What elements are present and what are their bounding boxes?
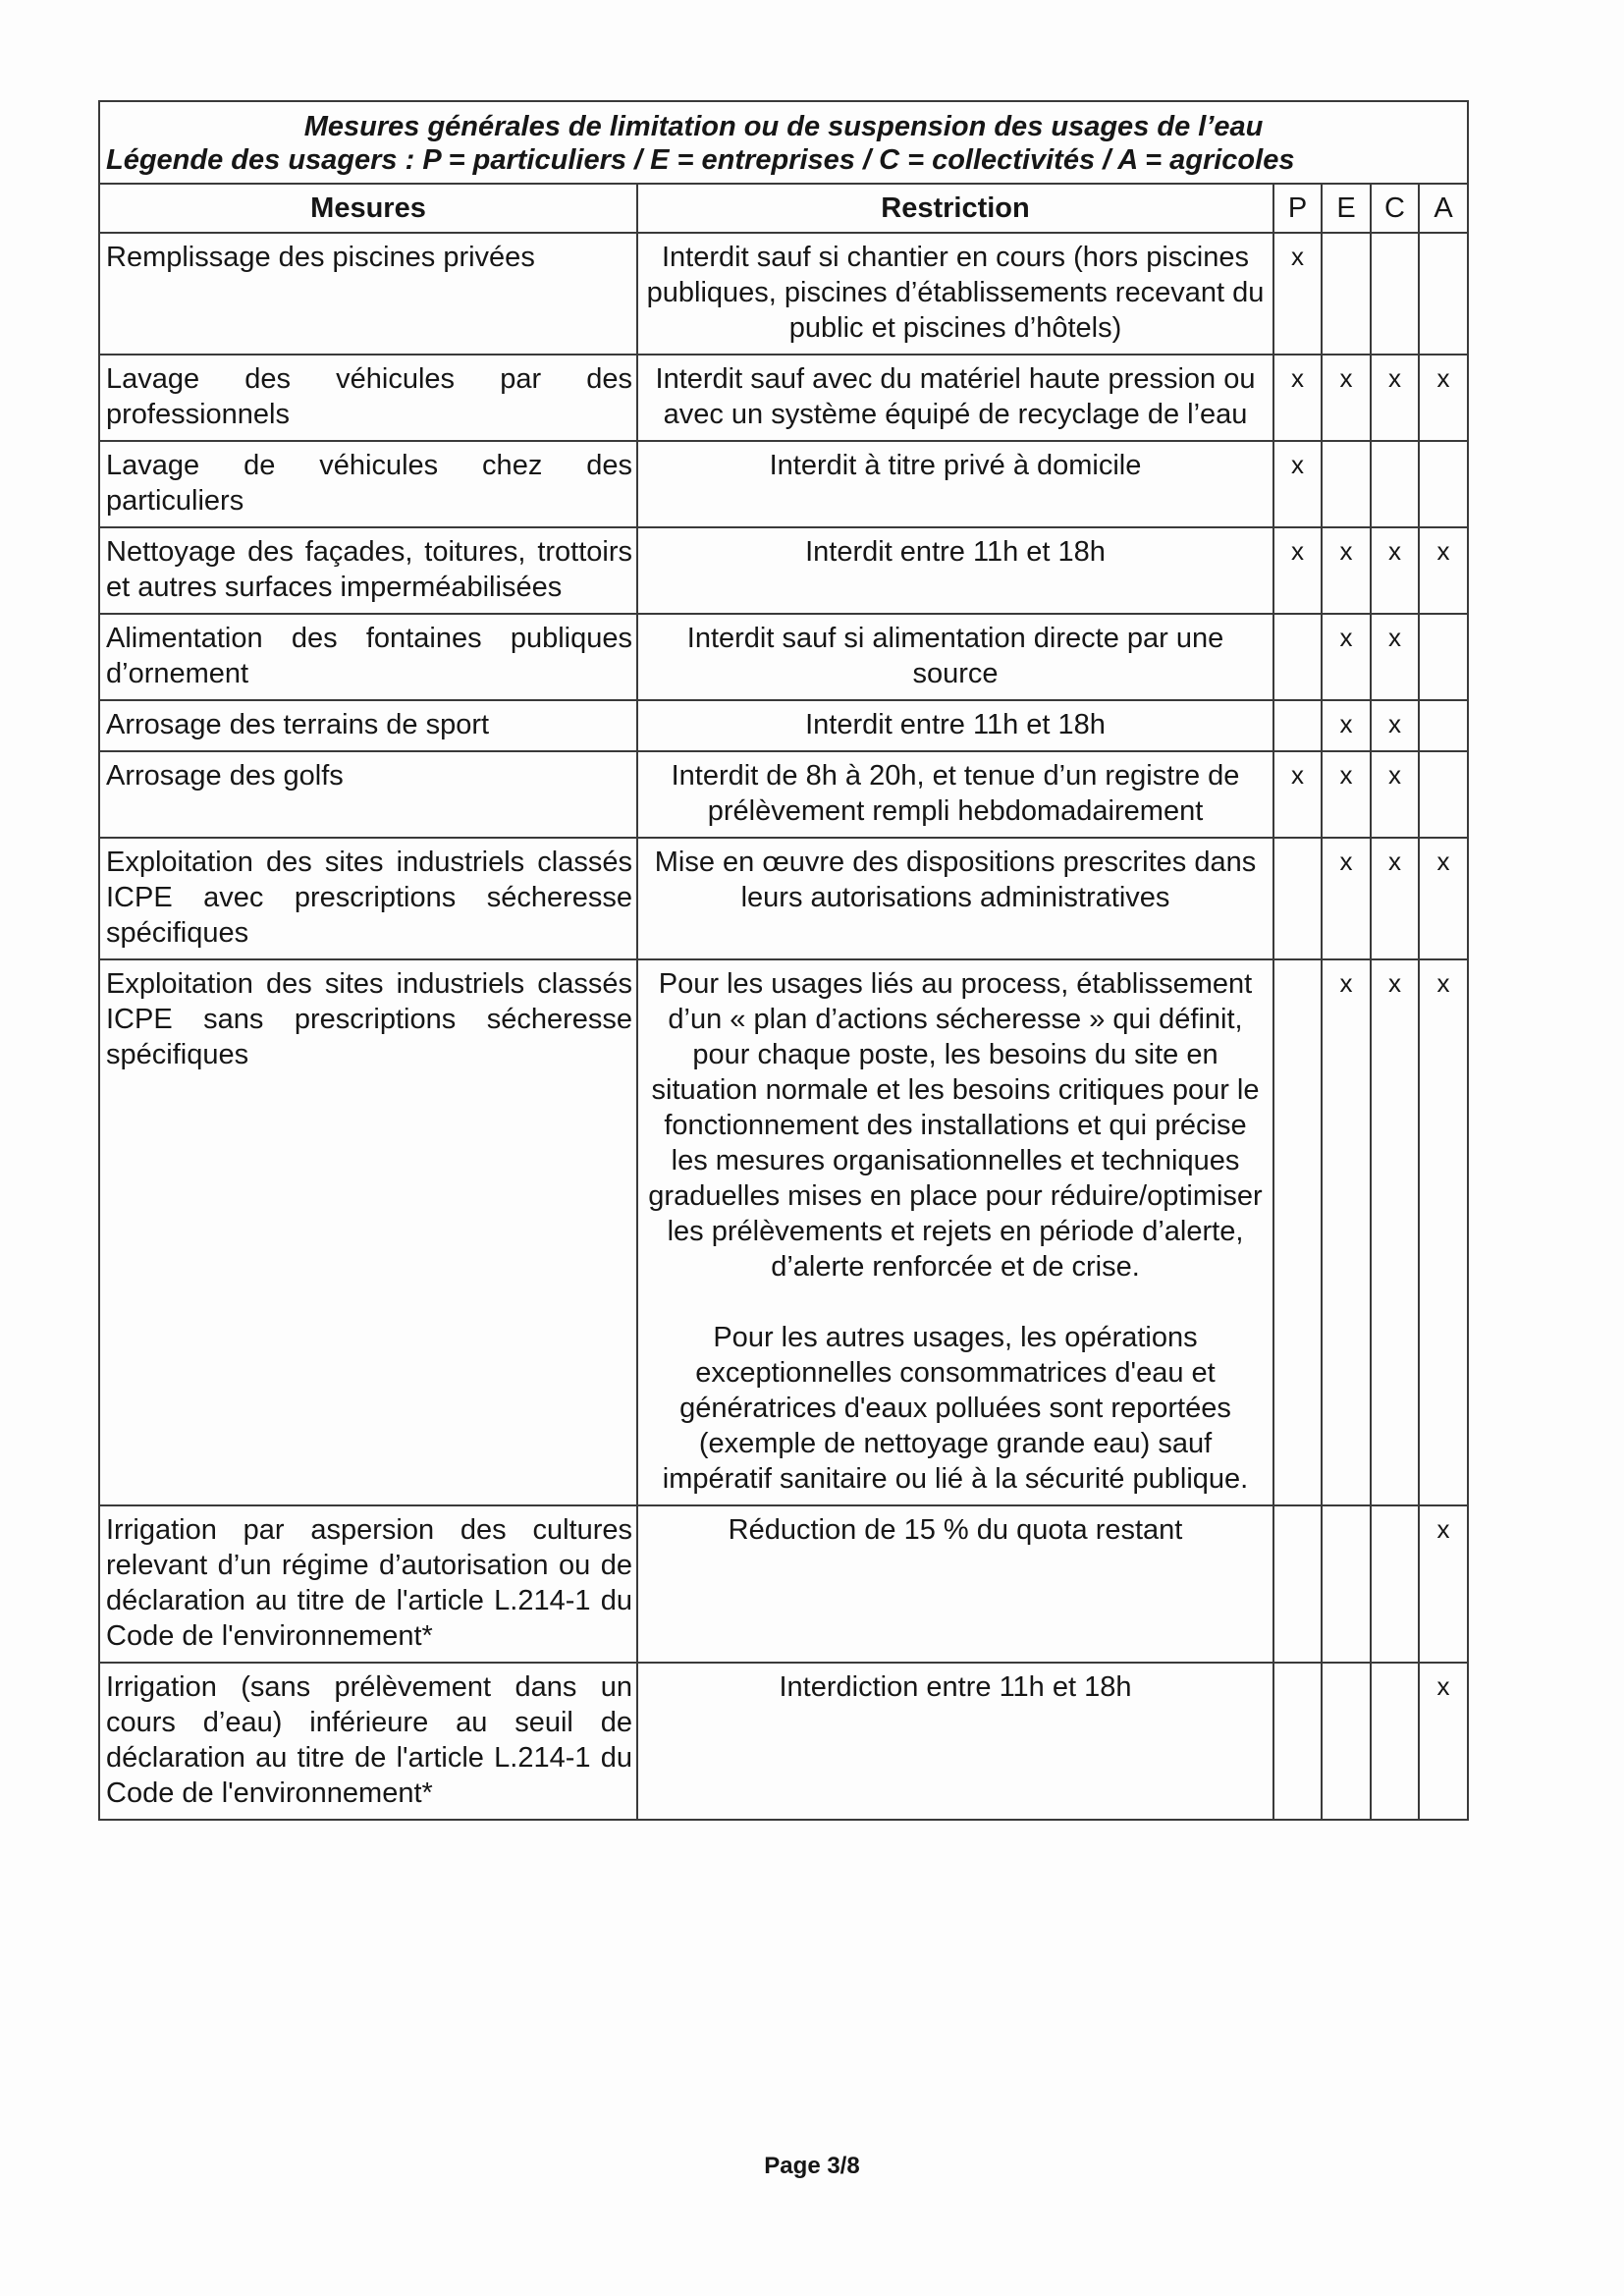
mark-c: x [1371,751,1419,838]
restriction-paragraph: Interdit de 8h à 20h, et tenue d’un registre de prélèvement rempli hebdomadairement [671,760,1240,827]
mark-c [1371,441,1419,527]
table-body [99,233,1468,1820]
table-row [99,959,1468,1505]
table-row [99,1505,1468,1663]
mesure-cell: Nettoyage des façades, toitures, trottoirs et autres surfaces imperméabilisées [99,527,637,614]
mark-a [1419,614,1468,700]
mesure-cell: Alimentation des fontaines publiques d’ornement [99,614,637,700]
restriction-cell [637,527,1273,614]
restriction-paragraph: Mise en œuvre des dispositions prescrites dans leurs autorisations administratives [654,847,1257,913]
mark-p [1273,959,1322,1505]
restriction-paragraph: Pour les usages liés au process, établissement d’un « plan d’actions sécheresse » qui définit, pour chaque poste, les besoins du site en situation normale et les besoins critiques pour le fonctionnement des installations et qui précise les mesures organisationnelles et techniques graduelles mises en place pour réduire/optimiser les prélèvements et rejets en période d’alerte, d’alerte renforcée et de crise. [648,968,1263,1283]
table-row [99,614,1468,700]
mark-e: x [1322,355,1371,441]
mark-e: x [1322,614,1371,700]
restriction-cell [637,614,1273,700]
restriction-cell [637,838,1273,959]
mark-p [1273,614,1322,700]
mesure-cell: Lavage des véhicules par des professionnels [99,355,637,441]
mark-e [1322,233,1371,355]
mark-e: x [1322,838,1371,959]
mark-e [1322,441,1371,527]
mesure-cell: Irrigation (sans prélèvement dans un cours d’eau) inférieure au seuil de déclaration au titre de l'article L.214-1 du Code de l'environnement* [99,1663,637,1820]
mesure-cell: Exploitation des sites industriels classés ICPE avec prescriptions sécheresse spécifiques [99,838,637,959]
mark-c [1371,1505,1419,1663]
restrictions-table [98,100,1469,1821]
mark-c: x [1371,959,1419,1505]
mark-p [1273,700,1322,751]
mark-c [1371,233,1419,355]
table-row [99,355,1468,441]
col-header-p: P [1273,184,1322,233]
mark-c: x [1371,527,1419,614]
restriction-paragraph: Interdit sauf si chantier en cours (hors piscines publiques, piscines d’établissements recevant du public et piscines d’hôtels) [646,242,1265,344]
mark-c: x [1371,700,1419,751]
restriction-cell [637,1505,1273,1663]
mark-c: x [1371,838,1419,959]
mark-a: x [1419,527,1468,614]
mark-c [1371,1663,1419,1820]
mesure-cell: Lavage de véhicules chez des particuliers [99,441,637,527]
table-title: Mesures générales de limitation ou de suspension des usages de l’eau [303,111,1264,142]
restriction-paragraph: Interdit entre 11h et 18h [805,536,1106,568]
mesure-cell: Irrigation par aspersion des cultures relevant d’un régime d’autorisation ou de déclaration au titre de l'article L.214-1 du Code de l'environnement* [99,1505,637,1663]
mark-e [1322,1663,1371,1820]
mark-e [1322,1505,1371,1663]
table-header-block [99,101,1468,184]
restriction-cell [637,233,1273,355]
restriction-cell [637,751,1273,838]
col-header-mesures: Mesures [99,184,637,233]
page-number: Page 3/8 [764,2153,860,2179]
mark-e: x [1322,700,1371,751]
col-header-c: C [1371,184,1419,233]
mark-p: x [1273,751,1322,838]
column-header-row [99,184,1468,233]
mark-e: x [1322,527,1371,614]
restriction-cell [637,441,1273,527]
mark-p: x [1273,233,1322,355]
table-row [99,838,1468,959]
table-row [99,233,1468,355]
restriction-cell [637,1663,1273,1820]
restriction-cell [637,700,1273,751]
mark-a: x [1419,1505,1468,1663]
mark-a [1419,441,1468,527]
restriction-paragraph: Interdit entre 11h et 18h [805,709,1106,740]
restriction-cell [637,959,1273,1505]
mark-e: x [1322,959,1371,1505]
table-row [99,527,1468,614]
mark-p [1273,1663,1322,1820]
mesure-cell: Exploitation des sites industriels classés ICPE sans prescriptions sécheresse spécifiques [99,959,637,1505]
col-header-e: E [1322,184,1371,233]
restriction-paragraph: Interdit à titre privé à domicile [769,450,1142,481]
table-legend: Légende des usagers : P = particuliers / E = entreprises / C = collectivités / A = agricoles [106,144,1295,176]
mark-p [1273,838,1322,959]
restriction-paragraph: Interdit sauf avec du matériel haute pression ou avec un système équipé de recyclage de l’eau [655,363,1256,430]
mark-a: x [1419,1663,1468,1820]
col-header-restriction: Restriction [637,184,1273,233]
mark-c: x [1371,614,1419,700]
restriction-cell [637,355,1273,441]
mark-a: x [1419,838,1468,959]
mark-p [1273,1505,1322,1663]
mark-p: x [1273,527,1322,614]
mark-c: x [1371,355,1419,441]
table-row [99,751,1468,838]
restriction-paragraph: Réduction de 15 % du quota restant [728,1514,1183,1546]
mark-a [1419,233,1468,355]
col-header-a: A [1419,184,1468,233]
mesure-cell: Remplissage des piscines privées [99,233,637,355]
mark-a: x [1419,959,1468,1505]
restriction-paragraph: Interdiction entre 11h et 18h [779,1671,1132,1703]
mark-a: x [1419,355,1468,441]
mesure-cell: Arrosage des terrains de sport [99,700,637,751]
mark-a [1419,700,1468,751]
mark-a [1419,751,1468,838]
mark-p: x [1273,355,1322,441]
table-row [99,700,1468,751]
mark-e: x [1322,751,1371,838]
mark-p: x [1273,441,1322,527]
mesure-cell: Arrosage des golfs [99,751,637,838]
restriction-paragraph: Pour les autres usages, les opérations exceptionnelles consommatrices d'eau et génératrices d'eaux polluées sont reportées (exemple de nettoyage grande eau) sauf impératif sanitaire ou lié à la sécurité publique. [662,1322,1249,1495]
table-row [99,1663,1468,1820]
restriction-paragraph: Interdit sauf si alimentation directe par une source [686,623,1224,689]
table-row [99,441,1468,527]
